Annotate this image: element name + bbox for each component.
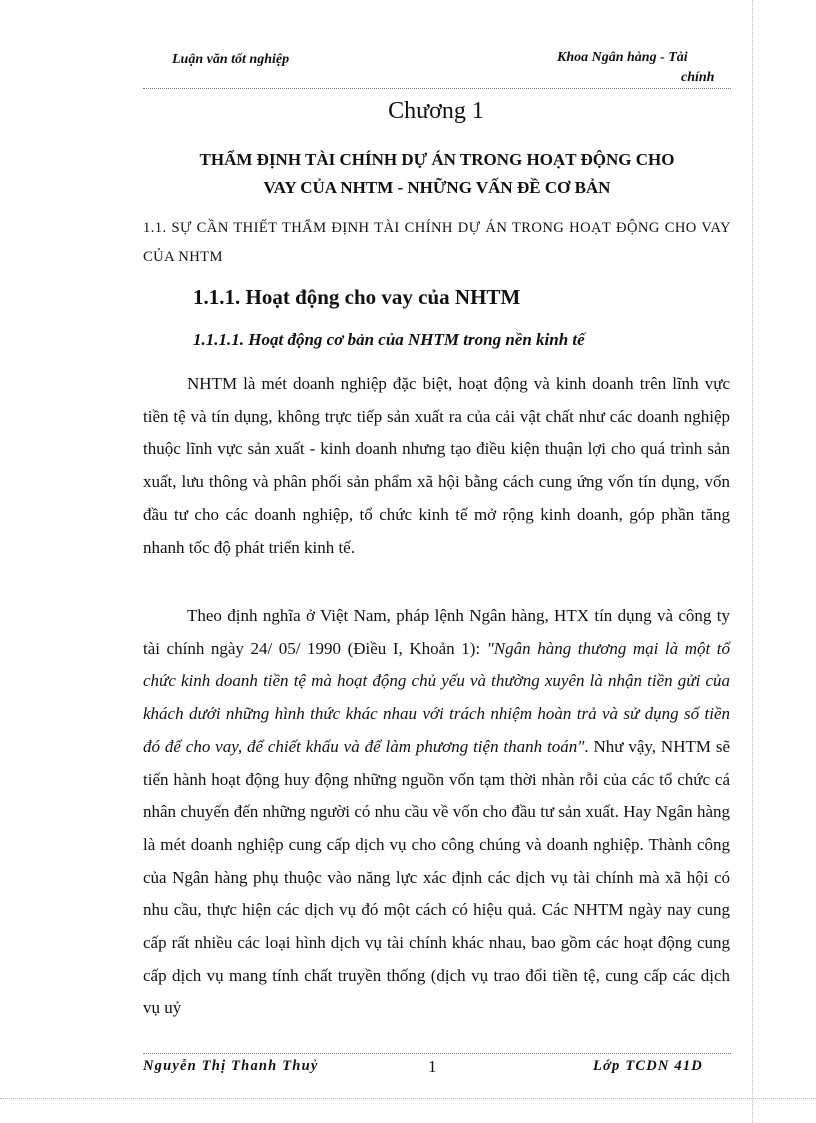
section-1-1-1-1-heading: 1.1.1.1. Hoạt động cơ bản của NHTM trong nền kinh tế	[193, 330, 585, 349]
header-left: Luận văn tốt nghiệp	[172, 52, 290, 67]
page-frame-right	[752, 0, 753, 1123]
header-divider	[143, 88, 731, 89]
paragraph-2-intro: Theo định nghĩa ở Việt Nam, pháp lệnh Ngân hàng, HTX tín dụng và công ty tài chính ngày 24/ 05/ 1990 (Điều I, Khoản 1):	[143, 606, 730, 658]
paragraph-1	[143, 368, 730, 564]
footer-class: Lớp TCDN 41D	[593, 1058, 703, 1074]
chapter-title-line2: VAY CỦA NHTM - NHỮNG VẤN ĐỀ CƠ BẢN	[263, 178, 611, 197]
paragraph-2	[143, 600, 730, 1025]
paragraph-1-text: NHTM là mét doanh nghiệp đặc biệt, hoạt động và kinh doanh trên lĩnh vực tiền tệ và tín dụng, không trực tiếp sản xuất ra của cải vật chất như các doanh nghiệp thuộc lĩnh vực sản xuất - kinh doanh nhưng tạo điều kiện thuận lợi cho quá trình sản xuất, lưu thông và phân phối sản phẩm xã hội bằng cách cung ứng vốn tín dụng, vốn đầu tư cho các doanh nghiệp, tổ chức kinh tế mở rộng kinh doanh, góp phần tăng nhanh tốc độ phát triển kinh tế.	[143, 374, 730, 557]
paragraph-2-quote: "Ngân hàng thương mại là một tổ chức kinh doanh tiền tệ mà hoạt động chủ yếu và thường xuyên là nhận tiền gửi của khách dưới những hình thức khác nhau với trách nhiệm hoàn trả và sử dụng số tiền đó để cho vay, để chiết khấu và để làm phương tiện thanh toán"	[143, 638, 730, 756]
footer-author: Nguyễn Thị Thanh Thuỷ	[143, 1058, 319, 1074]
chapter-heading: Chương 1	[388, 98, 484, 124]
header-right-line1: Khoa Ngân hàng - Tài	[557, 50, 688, 65]
section-1-1-1-heading: 1.1.1. Hoạt động cho vay của NHTM	[193, 285, 521, 309]
section-1-1-heading: 1.1. SỰ CẦN THIẾT THẨM ĐỊNH TÀI CHÍNH DỰ ÁN TRONG HOẠT ĐỘNG CHO VAY CỦA NHTM	[143, 220, 731, 265]
paragraph-2-body: . Như vậy, NHTM sẽ tiến hành hoạt động huy động những nguồn vốn tạm thời nhàn rỗi của các tổ chức cá nhân chuyển đến những người có nhu cầu về vốn cho đầu tư sản xuất. Hay Ngân hàng là mét doanh nghiệp cung cấp dịch vụ cho công chúng và doanh nghiệp. Thành công của Ngân hàng phụ thuộc vào năng lực xác định các dịch vụ tài chính mà xã hội có nhu cầu, thực hiện các dịch vụ đó một cách có hiệu quả. Các NHTM ngày nay cung cấp rất nhiều các loại hình dịch vụ tài chính khác nhau, bao gồm các hoạt động cung cấp dịch vụ mang tính chất truyền thống (dịch vụ trao đổi tiền tệ, cung cấp các dịch vụ uỷ	[143, 736, 730, 1018]
header-right-line2: chính	[681, 70, 715, 85]
footer-page-number: 1	[428, 1057, 437, 1076]
chapter-title-line1: THẨM ĐỊNH TÀI CHÍNH DỰ ÁN TRONG HOẠT ĐỘNG CHO	[199, 150, 675, 169]
footer-divider	[143, 1053, 731, 1054]
page-frame-bottom	[0, 1098, 816, 1099]
chapter-title	[143, 146, 731, 202]
